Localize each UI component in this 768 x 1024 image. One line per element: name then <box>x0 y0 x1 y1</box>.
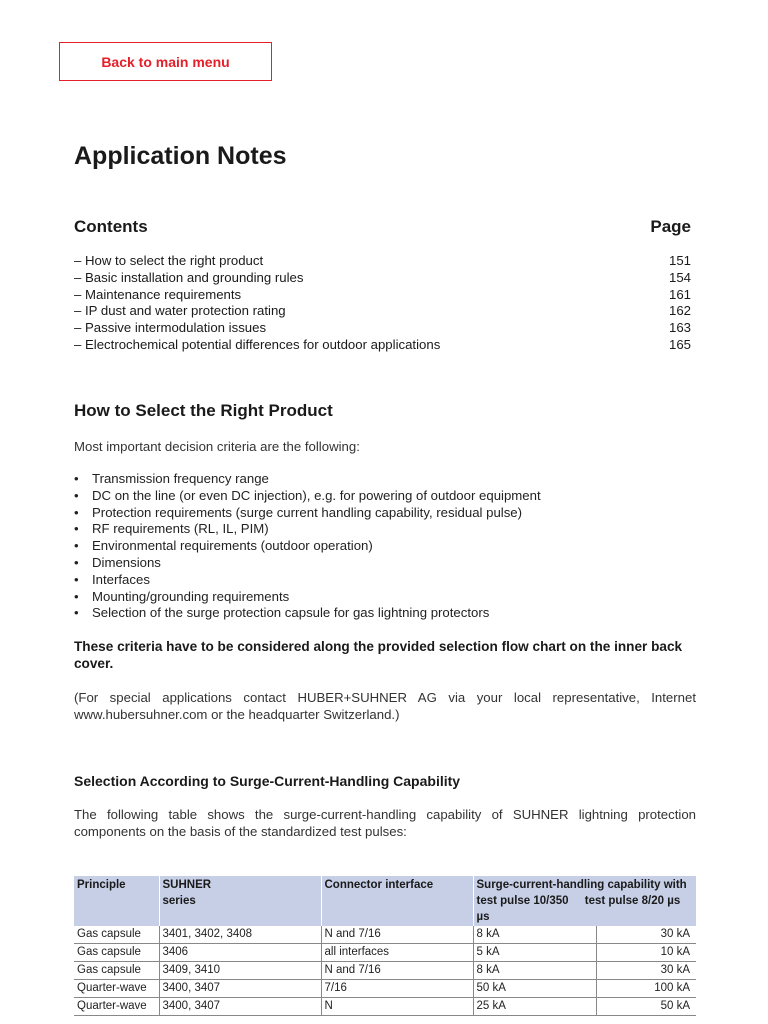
table-cell-series: 3400, 3407 <box>159 998 321 1016</box>
table-row <box>74 944 696 962</box>
section-heading-surge-current: Selection According to Surge-Current-Handling Capability <box>74 773 461 789</box>
toc-item <box>74 253 691 270</box>
special-applications-paragraph: (For special applications contact HUBER+SUHNER AG via your local representative, Internet www.hubersuhner.com or the headquarter Switzerland.) <box>74 690 696 722</box>
table-cell-pulse-8-20: 100 kA <box>596 980 696 998</box>
table-cell-pulse-8-20: 50 kA <box>596 998 696 1016</box>
table-cell-connector: N and 7/16 <box>321 926 473 944</box>
table-cell-principle: Gas capsule <box>74 962 159 980</box>
list-item <box>74 505 541 522</box>
contents-header <box>74 217 691 237</box>
list-item <box>74 538 541 555</box>
table-cell-series: 3406 <box>159 944 321 962</box>
header-series-line2: series <box>162 895 196 907</box>
list-item <box>74 471 541 488</box>
header-pulses <box>477 893 694 925</box>
bullet-icon: • <box>74 554 79 570</box>
surge-capability-table <box>74 876 696 1016</box>
table-cell-series: 3400, 3407 <box>159 980 321 998</box>
list-item <box>74 521 541 538</box>
table-cell-pulse-10-350: 25 kA <box>473 998 596 1016</box>
table-cell-series: 3409, 3410 <box>159 962 321 980</box>
toc-item-page: 161 <box>668 286 691 302</box>
toc-item-page: 163 <box>668 320 691 336</box>
bullet-icon: • <box>74 571 79 587</box>
selection-flow-note: These criteria have to be considered along the provided selection flow chart on the inner back cover. <box>74 639 683 671</box>
table-cell-pulse-10-350: 8 kA <box>473 926 596 944</box>
bullet-icon: • <box>74 521 79 537</box>
list-item <box>74 605 541 622</box>
toc-item <box>74 337 691 354</box>
criteria-intro: Most important decision criteria are the following: <box>74 439 360 454</box>
criteria-list <box>74 471 541 622</box>
header-surge-title: Surge-current-handling capability with <box>476 879 687 891</box>
table-cell-connector: 7/16 <box>321 980 473 998</box>
surge-table-intro: The following table shows the surge-current-handling capability of SUHNER lightning protection components on the basis of the standardized test pulses: <box>74 807 696 839</box>
list-item <box>74 572 541 589</box>
table-cell-pulse-8-20: 10 kA <box>596 944 696 962</box>
toc-item-label: – IP dust and water protection rating <box>74 303 286 319</box>
table-cell-principle: Gas capsule <box>74 926 159 944</box>
bullet-icon: • <box>74 504 79 520</box>
header-series <box>159 876 321 926</box>
table-row <box>74 998 696 1016</box>
header-pulse-10-350: test pulse 10/350 µs <box>476 895 569 923</box>
toc-item-label: – Maintenance requirements <box>74 286 242 302</box>
list-item-text: Selection of the surge protection capsule for gas lightning protectors <box>92 605 490 621</box>
list-item <box>74 488 541 505</box>
table-cell-pulse-10-350: 8 kA <box>473 962 596 980</box>
table-cell-connector: N and 7/16 <box>321 962 473 980</box>
list-item-text: Dimensions <box>92 554 161 570</box>
table-cell-series: 3401, 3402, 3408 <box>159 926 321 944</box>
toc-item <box>74 287 691 304</box>
table-cell-pulse-8-20: 30 kA <box>596 926 696 944</box>
contents-heading: Contents <box>74 217 148 236</box>
toc-item-label: – Basic installation and grounding rules <box>74 269 304 285</box>
header-connector: Connector interface <box>321 876 473 926</box>
table-cell-pulse-8-20: 30 kA <box>596 962 696 980</box>
table-cell-pulse-10-350: 5 kA <box>473 944 596 962</box>
table-row <box>74 962 696 980</box>
header-series-line1: SUHNER <box>162 879 212 891</box>
table-row <box>74 926 696 944</box>
list-item-text: Interfaces <box>92 571 150 587</box>
table-cell-pulse-10-350: 50 kA <box>473 980 596 998</box>
list-item-text: Transmission frequency range <box>92 471 269 486</box>
toc-item-label: – How to select the right product <box>74 253 264 268</box>
toc-item-page: 162 <box>668 303 691 319</box>
bullet-icon: • <box>74 487 79 503</box>
header-principle: Principle <box>74 876 159 926</box>
table-cell-principle: Gas capsule <box>74 944 159 962</box>
page-title: Application Notes <box>74 142 287 170</box>
toc-item-label: – Passive intermodulation issues <box>74 320 267 336</box>
table-row <box>74 980 696 998</box>
toc-item-page: 165 <box>668 336 691 352</box>
table-header-row <box>74 876 696 926</box>
toc-item <box>74 303 691 320</box>
table-cell-connector: N <box>321 998 473 1016</box>
header-pulse-8-20: test pulse 8/20 µs <box>584 895 681 907</box>
back-to-main-menu-button[interactable]: Back to main menu <box>59 42 272 81</box>
list-item <box>74 589 541 606</box>
list-item-text: Mounting/grounding requirements <box>92 588 290 604</box>
table-cell-principle: Quarter-wave <box>74 980 159 998</box>
table-cell-principle: Quarter-wave <box>74 998 159 1016</box>
list-item-text: RF requirements (RL, IL, PIM) <box>92 521 269 537</box>
table-cell-connector: all interfaces <box>321 944 473 962</box>
page-column-heading: Page <box>650 217 691 236</box>
section-heading-select-product: How to Select the Right Product <box>74 401 333 420</box>
bullet-icon: • <box>74 471 79 486</box>
toc-item-page: 151 <box>668 253 691 268</box>
bullet-icon: • <box>74 538 79 554</box>
list-item <box>74 555 541 572</box>
bullet-icon: • <box>74 588 79 604</box>
bullet-icon: • <box>74 605 79 621</box>
list-item-text: DC on the line (or even DC injection), e.g. for powering of outdoor equipment <box>92 487 541 503</box>
toc-item-page: 154 <box>668 269 691 285</box>
table-of-contents <box>74 253 691 354</box>
header-surge <box>473 876 696 926</box>
toc-item <box>74 270 691 287</box>
list-item-text: Environmental requirements (outdoor operation) <box>92 538 373 554</box>
toc-item <box>74 320 691 337</box>
toc-item-label: – Electrochemical potential differences for outdoor applications <box>74 336 441 352</box>
list-item-text: Protection requirements (surge current handling capability, residual pulse) <box>92 504 523 520</box>
